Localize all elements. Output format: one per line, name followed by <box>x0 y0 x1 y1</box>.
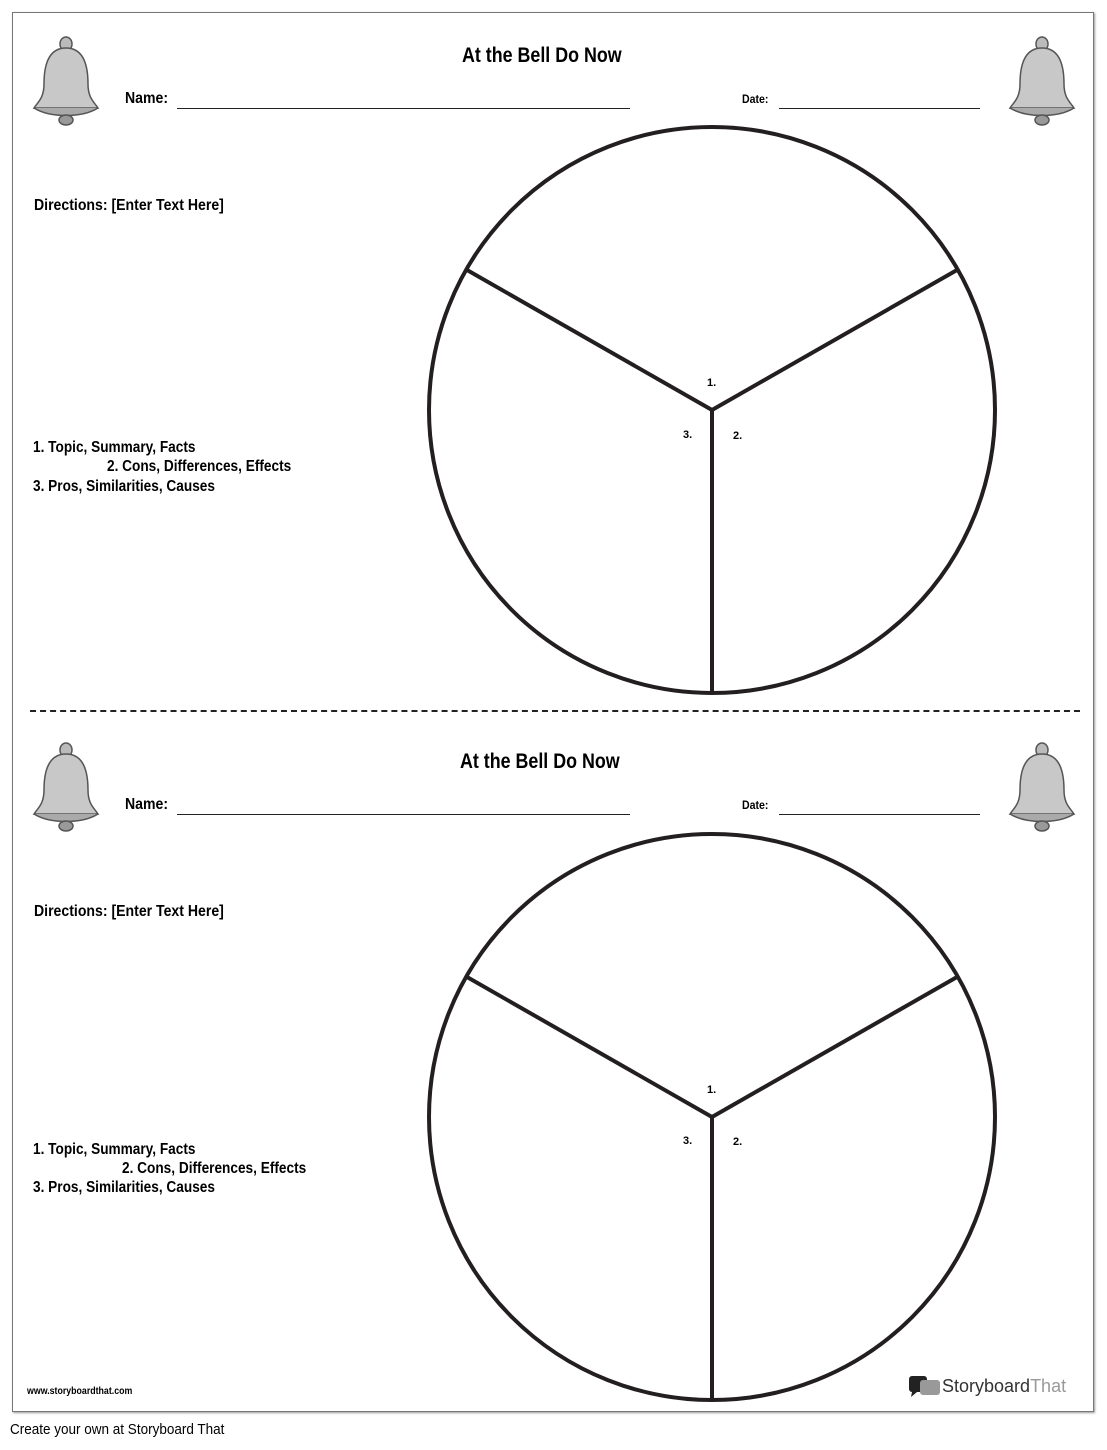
legend-item-2: 2. Cons, Differences, Effects <box>122 1160 307 1177</box>
footer-url[interactable]: www.storyboardthat.com <box>27 1386 133 1397</box>
legend-item-1: 1. Topic, Summary, Facts <box>33 1141 196 1158</box>
credit-link[interactable]: Create your own at Storyboard That <box>10 1421 225 1438</box>
directions-text[interactable]: Directions: [Enter Text Here] <box>34 197 224 214</box>
date-label: Date: <box>742 92 769 106</box>
logo-text-2: That <box>1030 1375 1067 1396</box>
legend-item-2: 2. Cons, Differences, Effects <box>107 458 292 475</box>
section-label-1: 1. <box>707 1084 717 1096</box>
speech-bubble-icon <box>908 1374 942 1398</box>
worksheet-title: At the Bell Do Now <box>462 44 622 67</box>
divider-line <box>467 977 712 1117</box>
section-label-3: 3. <box>683 1135 693 1147</box>
section-label-1: 1. <box>707 377 717 389</box>
storyboardthat-logo[interactable] <box>908 1374 1066 1398</box>
directions-text[interactable]: Directions: [Enter Text Here] <box>34 903 224 920</box>
name-label: Name: <box>125 90 169 107</box>
divider-line <box>712 977 957 1117</box>
section-label-2: 2. <box>733 430 743 442</box>
name-label: Name: <box>125 796 169 813</box>
section-label-2: 2. <box>733 1136 743 1148</box>
legend-item-1: 1. Topic, Summary, Facts <box>33 439 196 456</box>
worksheet-title: At the Bell Do Now <box>460 750 620 773</box>
legend-item-3: 3. Pros, Similarities, Causes <box>33 1179 215 1196</box>
legend-item-3: 3. Pros, Similarities, Causes <box>33 478 215 495</box>
logo-text: Storyboard <box>942 1375 1031 1396</box>
section-label-3: 3. <box>683 429 693 441</box>
date-label: Date: <box>742 798 769 812</box>
